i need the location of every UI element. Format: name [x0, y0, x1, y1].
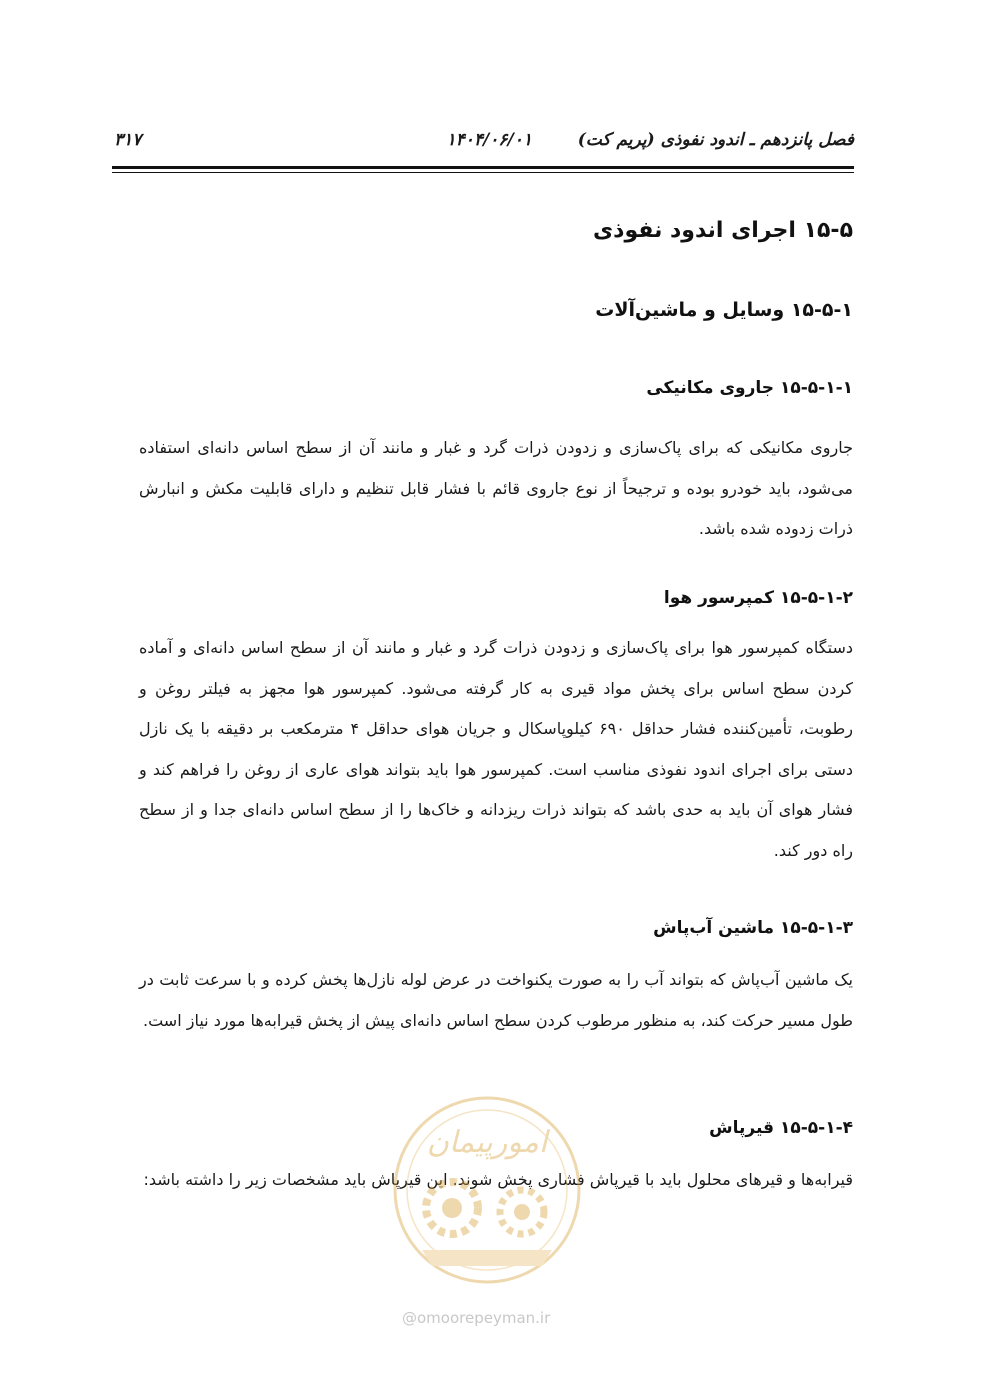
- item-paragraph-4: قیرابه‌ها و قیرهای محلول باید با قیرپاش فشاری پخش شوند. این قیرپاش باید مشخصات زیر را داشته باشد:: [143, 1170, 853, 1189]
- item-paragraph-2: دستگاه کمپرسور هوا برای پاک‌سازی و زدودن ذرات گرد و غبار و مانند آن از سطح اساس دانه‌ای و آماده کردن سطح اساس برای پخش مواد قیری به کار گرفته می‌شود. کمپرسور هوا مجهز به فیلتر روغن و رطوبت، تأمین‌کننده فشار حداقل ۶۹۰ کیلوپاسکال و جریان هوای حداقل ۴ مترمکعب بر دقیقه با یک نازل دستی برای اجرای اندود نفوذی مناسب است. کمپرسور هوا باید بتواند هوای عاری از روغن را فراهم کند و فشار هوای آن باید به حدی باشد که بتواند ذرات ریزدانه و خاک‌ها را از سطح اساس دانه‌ای جدا و از سطح راه دور کند.: [139, 638, 853, 860]
- watermark-logo-text: امورپیمان: [426, 1125, 548, 1160]
- watermark-base: [422, 1250, 552, 1266]
- gear-icon-2: [500, 1190, 544, 1234]
- watermark-logo: [382, 1090, 592, 1290]
- chapter-title: فصل پانزدهم ـ اندود نفوذی (پریم کت): [577, 130, 854, 150]
- watermark-url: @omoorepeyman.ir: [402, 1309, 551, 1327]
- item-heading-1: ۱۵-۵-۱-۱ جاروی مکانیکی: [646, 378, 853, 398]
- item-heading-3: ۱۵-۵-۱-۳ ماشین آب‌پاش: [653, 918, 853, 938]
- subsection-heading: ۱۵-۵-۱ وسایل و ماشین‌آلات: [595, 299, 853, 321]
- item-heading-2: ۱۵-۵-۱-۲ کمپرسور هوا: [663, 588, 853, 608]
- item-paragraph-1: جاروی مکانیکی که برای پاک‌سازی و زدودن ذرات گرد و غبار و مانند آن از سطح اساس دانه‌ای استفاده می‌شود، باید خودرو بوده و ترجیحاً از نوع جاروی قائم با فشار قابل تنظیم و دارای قابلیت مکش و انبارش ذرات زدوده شده باشد.: [139, 438, 853, 538]
- running-header: [112, 126, 854, 166]
- header-date: ۱۴۰۴/۰۶/۰۱: [446, 130, 532, 150]
- section-heading: ۱۵-۵ اجرای اندود نفوذی: [592, 218, 853, 243]
- header-rule-thick: [112, 166, 854, 169]
- page-number: ۳۱۷: [114, 130, 142, 150]
- item-heading-4: ۱۵-۵-۱-۴ قیرپاش: [709, 1118, 853, 1138]
- item-paragraph-3: یک ماشین آب‌پاش که بتواند آب را به صورت یکنواخت در عرض لوله نازل‌ها پخش کرده و با سرعت ثابت در طول مسیر حرکت کند، به منظور مرطوب کردن سطح اساس دانه‌ای پیش از پخش قیرابه‌ها مورد نیاز است.: [139, 970, 853, 1030]
- gear-icon: [426, 1182, 478, 1234]
- header-rule-thin: [112, 172, 854, 173]
